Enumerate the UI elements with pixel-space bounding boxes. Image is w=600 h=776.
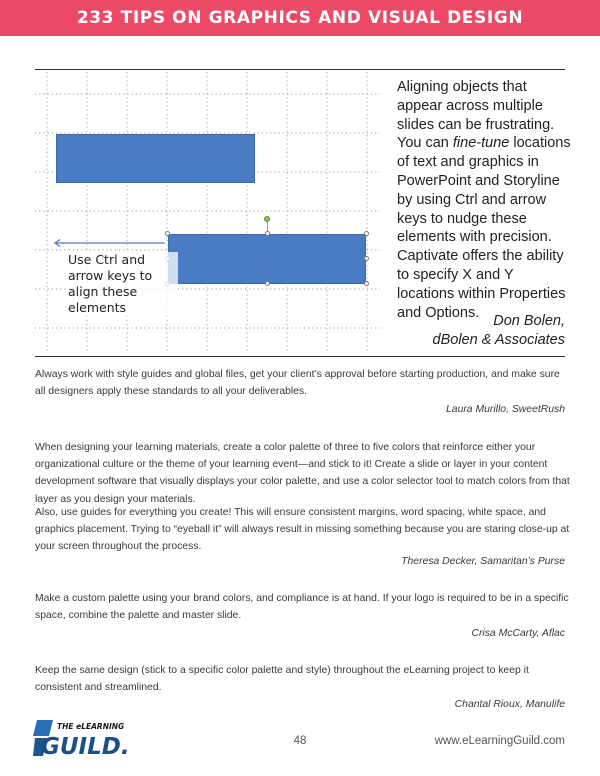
tip-attribution: Laura Murillo, SweetRush [446, 404, 565, 415]
logo-top-text: THE eLEARNING [57, 722, 125, 731]
blue-rectangle-selected [168, 234, 366, 284]
featured-company: dBolen & Associates [432, 331, 565, 348]
tip-paragraph: Always work with style guides and global files, get your client’s approval before starting production, and make sure all designers apply these standards to all your deliverables. [35, 369, 560, 398]
tip-attribution: Crisa McCarty, Aflac [471, 628, 565, 639]
resize-handle [364, 281, 369, 286]
quote-text-start: Aligning objects that appear across multiple slides can be frustrating. You can [397, 79, 555, 152]
figure-caption: Use Ctrl and arrow keys to align these elements [68, 252, 178, 316]
left-arrow-icon [53, 239, 165, 247]
blue-rectangle-top [56, 134, 255, 183]
tip-paragraph: Make a custom palette using your brand colors, and compliance is at hand. If your logo is required to be in a specific space, combine the palette and master slide. [35, 593, 569, 622]
tip-attribution: Chantal Rioux, Manulife [454, 699, 565, 710]
resize-handle [265, 281, 270, 286]
page-title: 233 TIPS ON GRAPHICS AND VISUAL DESIGN [76, 8, 524, 28]
logo-main-text: GUILD. [41, 734, 130, 760]
quote-emphasis: fine-tune [452, 135, 510, 152]
featured-attribution [380, 312, 565, 350]
tip-paragraph: When designing your learning materials, create a color palette of three to five colors that reinforce either your organizational culture or the theme of your learning event—and stick to it! Create a slide or layer in your content development software that visually displays your color palette, and use a color selector tool to match colors from that layer as you design your materials. [35, 442, 570, 505]
elearning-guild-logo [33, 718, 130, 760]
alignment-figure [35, 72, 380, 352]
quote-text-end: locations of text and graphics in PowerPoint and Storyline by using Ctrl and arrow keys to nudge these elements with precision. Captivate offers the ability to specify X and Y locations within Properties and Options. [397, 135, 571, 321]
rotation-handle [264, 216, 270, 222]
website-link[interactable]: www.eLearningGuild.com [434, 735, 565, 747]
page-number: 48 [293, 735, 307, 747]
tip-attribution: Theresa Decker, Samaritan’s Purse [401, 556, 565, 567]
featured-quote [397, 78, 572, 322]
resize-handle [364, 231, 369, 236]
tip-paragraph: Also, use guides for everything you create! This will ensure consistent margins, word spacing, white space, and graphics placement. Trying to “eyeball it” will always result in missing something because you are staring close-up at your screen throughout the process. [35, 507, 570, 553]
bottom-divider [35, 356, 565, 357]
tip-paragraph: Keep the same design (stick to a specific color palette and style) throughout the eLearning project to keep it consistent and streamlined. [35, 665, 529, 694]
resize-handle [364, 256, 369, 261]
featured-author: Don Bolen, [493, 313, 565, 329]
resize-handle [165, 231, 170, 236]
top-divider [35, 69, 565, 70]
resize-handle [265, 231, 270, 236]
